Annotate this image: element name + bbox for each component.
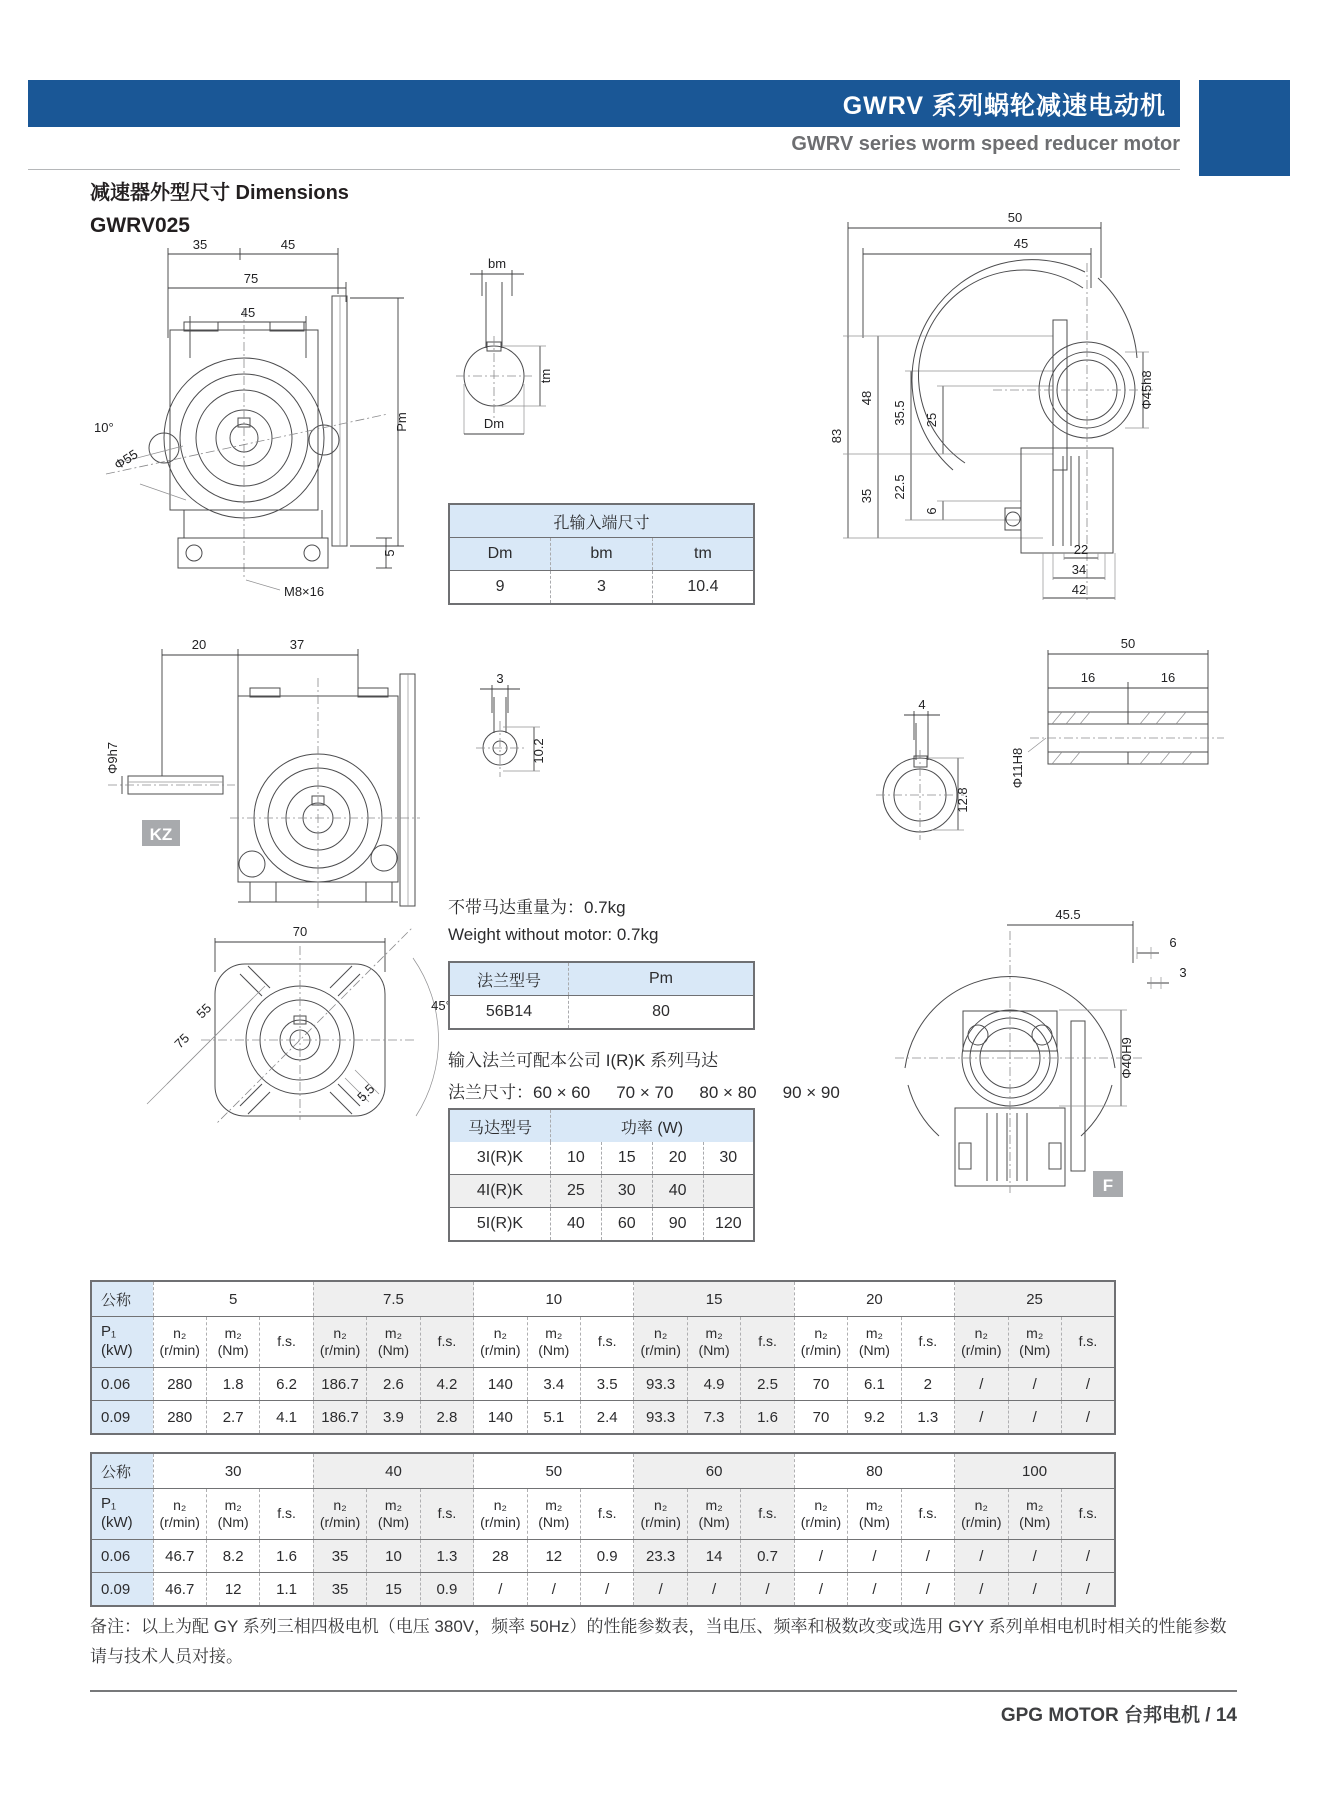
dim-label: 10° <box>94 420 114 435</box>
flange-size: 70 × 70 <box>616 1083 674 1102</box>
data-cell: / <box>955 1540 1008 1573</box>
side-view-drawing <box>753 208 1155 608</box>
data-cell: 0.9 <box>581 1540 634 1573</box>
column-header: Pm <box>569 962 755 996</box>
data-cell: / <box>741 1573 794 1607</box>
dim-label: 42 <box>1071 582 1087 597</box>
column-header: m₂ (Nm) <box>206 1489 259 1540</box>
ratio-header-row <box>91 1453 1115 1489</box>
column-header: n₂ (r/min) <box>474 1317 527 1368</box>
data-cell: / <box>955 1401 1008 1435</box>
column-header: f.s. <box>420 1317 473 1368</box>
data-cell: / <box>1008 1540 1061 1573</box>
motor-model-cell: 5I(R)K <box>449 1208 551 1242</box>
column-header-row <box>91 1317 1115 1368</box>
flange-note-line2 <box>448 1078 866 1103</box>
table-row <box>91 1401 1115 1435</box>
data-cell: 6.2 <box>260 1368 313 1401</box>
dim-label: 45 <box>280 238 296 252</box>
column-header: 马达型号 <box>449 1109 551 1142</box>
data-cell: / <box>955 1573 1008 1607</box>
p1-header-cell: P₁ (kW) <box>91 1489 153 1540</box>
motor-power-cell: 90 <box>652 1208 703 1242</box>
data-cell: / <box>1008 1573 1061 1607</box>
column-header: m₂ (Nm) <box>1008 1317 1061 1368</box>
data-cell: / <box>1061 1540 1115 1573</box>
data-cell: 4.2 <box>420 1368 473 1401</box>
dim-label: 50 <box>1120 636 1136 651</box>
column-header: f.s. <box>1061 1489 1115 1540</box>
header-rule <box>28 169 1180 170</box>
flange-size-list <box>533 1083 866 1102</box>
data-cell: 15 <box>367 1573 420 1607</box>
column-header: n₂ (r/min) <box>153 1317 206 1368</box>
flange-note-line1: 输入法兰可配本公司 I(R)K 系列马达 <box>448 1051 719 1070</box>
column-header: m₂ (Nm) <box>1008 1489 1061 1540</box>
remark-note: 备注：以上为配 GY 系列三相四极电机（电压 380V，频率 50Hz）的性能参数表，当电压、频率和极数改变或选用 GYY 系列单相电机时相关的性能参数请与技术人员对接。 <box>90 1617 1227 1666</box>
dim-label: 37 <box>289 637 305 652</box>
data-cell: 0.7 <box>741 1540 794 1573</box>
dim-label: 6 <box>1169 935 1177 950</box>
data-cell: 186.7 <box>313 1368 366 1401</box>
ratio-cell: 20 <box>794 1281 954 1317</box>
ratio-cell: 80 <box>794 1453 954 1489</box>
corner-cell: 公称 <box>91 1281 153 1317</box>
data-cell: 1.6 <box>260 1540 313 1573</box>
ratio-cell: 10 <box>474 1281 634 1317</box>
data-cell: / <box>1061 1368 1115 1401</box>
table-cell: 56B14 <box>449 996 569 1030</box>
dim-label: 22.5 <box>892 474 907 500</box>
motor-power-table <box>448 1108 755 1242</box>
column-header: m₂ (Nm) <box>367 1489 420 1540</box>
data-cell: / <box>848 1540 901 1573</box>
data-cell: 12 <box>527 1540 580 1573</box>
table-row <box>449 1142 754 1175</box>
dim-label: 45 <box>1013 236 1029 251</box>
data-cell: / <box>901 1573 954 1607</box>
column-header: f.s. <box>260 1489 313 1540</box>
data-cell: 9.2 <box>848 1401 901 1435</box>
data-cell: 14 <box>687 1540 740 1573</box>
data-cell: 35 <box>313 1573 366 1607</box>
column-header: 功率 (W) <box>551 1109 755 1142</box>
dim-label: M8×16 <box>284 584 325 599</box>
hollow-shaft-drawing <box>1000 632 1228 800</box>
ratio-cell: 60 <box>634 1453 794 1489</box>
dim-label: 5.5 <box>354 1081 378 1105</box>
ratio-cell: 50 <box>474 1453 634 1489</box>
data-cell: 8.2 <box>206 1540 259 1573</box>
data-cell: 7.3 <box>687 1401 740 1435</box>
table-title: 孔输入端尺寸 <box>449 504 754 538</box>
column-header: tm <box>652 538 754 571</box>
motor-model-cell: 3I(R)K <box>476 1149 524 1166</box>
ratio-cell: 15 <box>634 1281 794 1317</box>
bore-size-table <box>448 503 755 605</box>
flange-size: 90 × 90 <box>782 1083 840 1102</box>
page-subtitle: GWRV series worm speed reducer motor <box>791 133 1180 155</box>
data-cell: / <box>581 1573 634 1607</box>
data-cell: 280 <box>153 1368 206 1401</box>
data-cell: 280 <box>153 1401 206 1435</box>
column-header: f.s. <box>1061 1317 1115 1368</box>
rear-view-drawing <box>875 893 1210 1203</box>
flange-face-drawing <box>123 916 461 1124</box>
ratio-cell: 40 <box>313 1453 473 1489</box>
motor-power-cell <box>703 1175 754 1208</box>
motor-power-cell: 40 <box>652 1175 703 1208</box>
data-cell: 5.1 <box>527 1401 580 1435</box>
data-cell: 46.7 <box>153 1573 206 1607</box>
column-header: m₂ (Nm) <box>527 1317 580 1368</box>
data-cell: 1.3 <box>901 1401 954 1435</box>
motor-power-cell: 30 <box>601 1175 652 1208</box>
data-cell: / <box>794 1573 847 1607</box>
column-header: 法兰型号 <box>449 962 569 996</box>
page-title: GWRV 系列蜗轮减速电动机 <box>842 91 1166 120</box>
column-header: bm <box>551 538 653 571</box>
data-cell: / <box>848 1573 901 1607</box>
column-header: f.s. <box>581 1489 634 1540</box>
kz-view-drawing <box>100 628 462 916</box>
data-cell: 93.3 <box>634 1401 687 1435</box>
table-row <box>91 1540 1115 1573</box>
dim-label: 50 <box>1007 210 1023 225</box>
dim-label: 35.5 <box>892 400 907 426</box>
front-view-drawing <box>88 238 433 608</box>
flange-size-label: 法兰尺寸： <box>448 1083 533 1102</box>
column-header: f.s. <box>741 1489 794 1540</box>
table-row <box>449 1208 754 1242</box>
data-cell: 140 <box>474 1401 527 1435</box>
footer-rule <box>90 1690 1237 1692</box>
dim-label: 48 <box>859 390 874 406</box>
ratio-cell: 100 <box>955 1453 1115 1489</box>
ratio-cell: 30 <box>153 1453 313 1489</box>
dim-label: 25 <box>924 412 939 428</box>
data-cell: 2.4 <box>581 1401 634 1435</box>
performance-table-1 <box>90 1280 1116 1435</box>
column-header: Dm <box>449 538 551 571</box>
p1-value-cell: 0.06 <box>91 1368 153 1401</box>
column-header: m₂ (Nm) <box>527 1489 580 1540</box>
p1-value-cell: 0.09 <box>91 1573 153 1607</box>
data-cell: / <box>634 1573 687 1607</box>
data-cell: / <box>1061 1573 1115 1607</box>
column-header: n₂ (r/min) <box>794 1317 847 1368</box>
column-header: m₂ (Nm) <box>848 1317 901 1368</box>
dim-label: 35 <box>859 488 874 504</box>
data-cell: 1.1 <box>260 1573 313 1607</box>
table-row <box>91 1368 1115 1401</box>
data-cell: 186.7 <box>313 1401 366 1435</box>
data-cell: 4.1 <box>260 1401 313 1435</box>
data-cell: / <box>1008 1368 1061 1401</box>
dim-label: 35 <box>192 238 208 252</box>
data-cell: 70 <box>794 1401 847 1435</box>
key-circle-drawing <box>862 688 980 846</box>
data-cell: 140 <box>474 1368 527 1401</box>
column-header: n₂ (r/min) <box>313 1317 366 1368</box>
section-title: 减速器外型尺寸 Dimensions <box>90 182 349 204</box>
data-cell: 1.6 <box>741 1401 794 1435</box>
column-header: m₂ (Nm) <box>687 1489 740 1540</box>
p1-value-cell: 0.06 <box>91 1540 153 1573</box>
dim-label: 45.5 <box>1055 907 1081 922</box>
column-header: m₂ (Nm) <box>687 1317 740 1368</box>
dim-label: 22 <box>1073 542 1089 557</box>
f-label: F <box>1102 1176 1114 1195</box>
motor-power-cell: 120 <box>703 1208 754 1242</box>
data-cell: 12 <box>206 1573 259 1607</box>
ratio-header-row <box>91 1281 1115 1317</box>
column-header: f.s. <box>741 1317 794 1368</box>
dim-label: 45° <box>431 998 451 1013</box>
column-header-row <box>91 1489 1115 1540</box>
header-banner <box>28 80 1180 127</box>
data-cell: 10 <box>367 1540 420 1573</box>
dim-label: 45 <box>240 305 256 320</box>
p1-value-cell: 0.09 <box>91 1401 153 1435</box>
table-cell: 80 <box>569 996 755 1030</box>
data-cell: / <box>901 1540 954 1573</box>
dim-label: 16 <box>1080 670 1096 685</box>
data-cell: / <box>474 1573 527 1607</box>
column-header: f.s. <box>901 1317 954 1368</box>
data-cell: / <box>687 1573 740 1607</box>
dim-label: 4 <box>918 697 926 712</box>
data-cell: / <box>955 1368 1008 1401</box>
dim-label: 3 <box>496 671 504 686</box>
column-header: f.s. <box>901 1489 954 1540</box>
column-header: f.s. <box>420 1489 473 1540</box>
kz-label: KZ <box>149 825 173 844</box>
dim-label: Φ40H9 <box>1119 1037 1134 1079</box>
corner-cell: 公称 <box>91 1453 153 1489</box>
data-cell: 46.7 <box>153 1540 206 1573</box>
data-cell: 70 <box>794 1368 847 1401</box>
dim-label: 5 <box>382 549 397 557</box>
dim-label: Φ55 <box>111 446 141 473</box>
dim-label: 3 <box>1179 965 1187 980</box>
motor-power-cell: 60 <box>601 1208 652 1242</box>
data-cell: 6.1 <box>848 1368 901 1401</box>
footer-text: GPG MOTOR 台邦电机 / 14 <box>1000 1705 1237 1726</box>
column-header: m₂ (Nm) <box>367 1317 420 1368</box>
column-header: f.s. <box>260 1317 313 1368</box>
performance-table-2 <box>90 1452 1116 1607</box>
data-cell: 93.3 <box>634 1368 687 1401</box>
dim-label: 55 <box>193 1000 215 1022</box>
motor-model-cell: 4I(R)K <box>449 1175 551 1208</box>
data-cell: / <box>1061 1401 1115 1435</box>
data-cell: / <box>1008 1401 1061 1435</box>
data-cell: 23.3 <box>634 1540 687 1573</box>
data-cell: 4.9 <box>687 1368 740 1401</box>
motor-power-cell: 30 <box>703 1142 754 1175</box>
table-cell: 3 <box>551 571 653 605</box>
column-header: n₂ (r/min) <box>955 1317 1008 1368</box>
dim-label: Φ45h8 <box>1139 370 1154 410</box>
data-cell: 35 <box>313 1540 366 1573</box>
weight-note-cn: 不带马达重量为：0.7kg <box>448 898 626 917</box>
dim-label: 16 <box>1160 670 1176 685</box>
header-accent-square <box>1199 80 1290 176</box>
column-header: m₂ (Nm) <box>848 1489 901 1540</box>
column-header: n₂ (r/min) <box>634 1489 687 1540</box>
data-cell: / <box>794 1540 847 1573</box>
flange-size: 80 × 80 <box>699 1083 757 1102</box>
column-header: n₂ (r/min) <box>794 1489 847 1540</box>
column-header: n₂ (r/min) <box>313 1489 366 1540</box>
flange-model-table <box>448 961 755 1030</box>
ratio-cell: 25 <box>955 1281 1115 1317</box>
table-cell: 9 <box>449 571 551 605</box>
ratio-cell: 7.5 <box>313 1281 473 1317</box>
dim-label: 6 <box>924 507 939 515</box>
table-cell: 10.4 <box>652 571 754 605</box>
data-cell: 2 <box>901 1368 954 1401</box>
input-bore-drawing <box>440 256 570 456</box>
data-cell: 3.9 <box>367 1401 420 1435</box>
key-section-drawing <box>450 655 552 803</box>
ratio-cell: 5 <box>153 1281 313 1317</box>
dim-label: Dm <box>483 416 505 431</box>
column-header: n₂ (r/min) <box>955 1489 1008 1540</box>
column-header: n₂ (r/min) <box>634 1317 687 1368</box>
dim-label: 10.2 <box>531 738 546 764</box>
dim-label: 70 <box>292 924 308 939</box>
column-header: n₂ (r/min) <box>474 1489 527 1540</box>
motor-power-cell: 15 <box>601 1142 652 1175</box>
flange-size: 60 × 60 <box>533 1083 591 1102</box>
performance-table <box>90 1280 1116 1435</box>
weight-note-en: Weight without motor: 0.7kg <box>448 925 659 944</box>
dim-label: Pm <box>394 412 409 432</box>
dim-label: tm <box>538 368 553 384</box>
dim-label: bm <box>487 256 507 271</box>
column-header: f.s. <box>581 1317 634 1368</box>
data-cell: 2.6 <box>367 1368 420 1401</box>
dim-label: Φ11H8 <box>1010 747 1025 789</box>
data-cell: 28 <box>474 1540 527 1573</box>
dim-label: 34 <box>1071 562 1087 577</box>
data-cell: 2.7 <box>206 1401 259 1435</box>
table-row <box>449 1175 754 1208</box>
column-header: m₂ (Nm) <box>206 1317 259 1368</box>
performance-table <box>90 1452 1116 1607</box>
motor-power-cell: 25 <box>551 1175 602 1208</box>
data-cell: 0.9 <box>420 1573 473 1607</box>
dim-label: 20 <box>191 637 207 652</box>
dim-label: 83 <box>829 428 844 444</box>
data-cell: 1.3 <box>420 1540 473 1573</box>
data-cell: 3.4 <box>527 1368 580 1401</box>
p1-header-cell: P₁ (kW) <box>91 1317 153 1368</box>
motor-power-cell: 40 <box>551 1208 602 1242</box>
motor-power-cell: 20 <box>652 1142 703 1175</box>
model-name: GWRV025 <box>90 214 190 237</box>
dim-label: 75 <box>243 271 259 286</box>
motor-power-cell: 10 <box>551 1142 602 1175</box>
data-cell: 1.8 <box>206 1368 259 1401</box>
dim-label: Φ9h7 <box>105 741 120 775</box>
dim-label: 75 <box>171 1030 193 1052</box>
dim-label: 12.8 <box>955 787 970 813</box>
data-cell: / <box>527 1573 580 1607</box>
data-cell: 2.5 <box>741 1368 794 1401</box>
column-header: n₂ (r/min) <box>153 1489 206 1540</box>
data-cell: 3.5 <box>581 1368 634 1401</box>
table-row <box>91 1573 1115 1607</box>
data-cell: 2.8 <box>420 1401 473 1435</box>
